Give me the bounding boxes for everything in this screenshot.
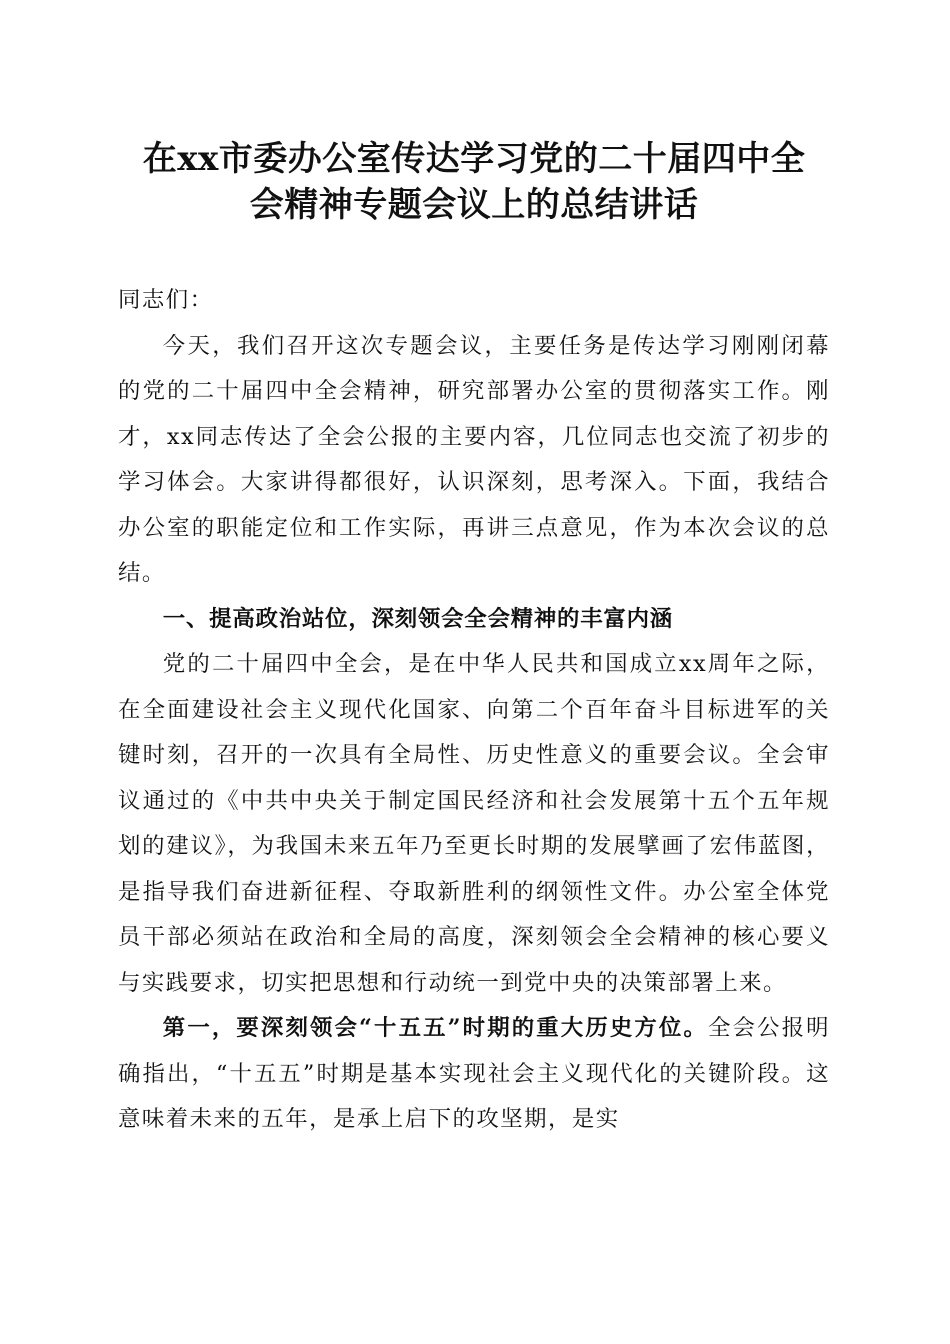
salutation: 同志们：: [118, 287, 214, 313]
document-title: [118, 136, 830, 228]
paragraph-point-1: [118, 1006, 830, 1143]
paragraph-section-1: 党的二十届四中全会，是在中华人民共和国成立xx周年之际，在全面建设社会主义现代化国家、向第二个百年奋斗目标进军的关键时刻，召开的一次具有全局性、历史性意义的重要会议。全会审议通过的《中共中央关于制定国民经济和社会发展第十五个五年规划的建议》，为我国未来五年乃至更长时期的发展擘画了宏伟蓝图，是指导我们奋进新征程、夺取新胜利的纲领性文件。办公室全体党员干部必须站在政治和全局的高度，深刻领会全会精神的核心要义与实践要求，切实把思想和行动统一到党中央的决策部署上来。: [118, 651, 830, 996]
section-heading-1: 一、提高政治站位，深刻领会全会精神的丰富内涵: [162, 605, 673, 632]
title-line-1: 在xx市委办公室传达学习党的二十届四中全: [142, 139, 806, 179]
paragraph-intro: 今天，我们召开这次专题会议，主要任务是传达学习刚刚闭幕的党的二十届四中全会精神，研究部署办公室的贯彻落实工作。刚才，xx同志传达了全会公报的主要内容，几位同志也交流了初步的学习体会。大家讲得都很好，认识深刻，思考深入。下面，我结合办公室的职能定位和工作实际，再讲三点意见，作为本次会议的总结。: [118, 332, 830, 586]
point-1-lead: 第一，要深刻领会“十五五”时期的重大历史方位。: [162, 1015, 708, 1041]
document-page: [118, 136, 830, 1143]
document-body: [118, 278, 830, 1143]
title-line-2: 会精神专题会议上的总结讲话: [249, 185, 699, 225]
point-1-text: 全会公报明确指出，“十五五”时期是基本实现社会主义现代化的关键阶段。这意味着未来的五年，是承上启下的攻坚期，是实: [118, 1015, 830, 1132]
